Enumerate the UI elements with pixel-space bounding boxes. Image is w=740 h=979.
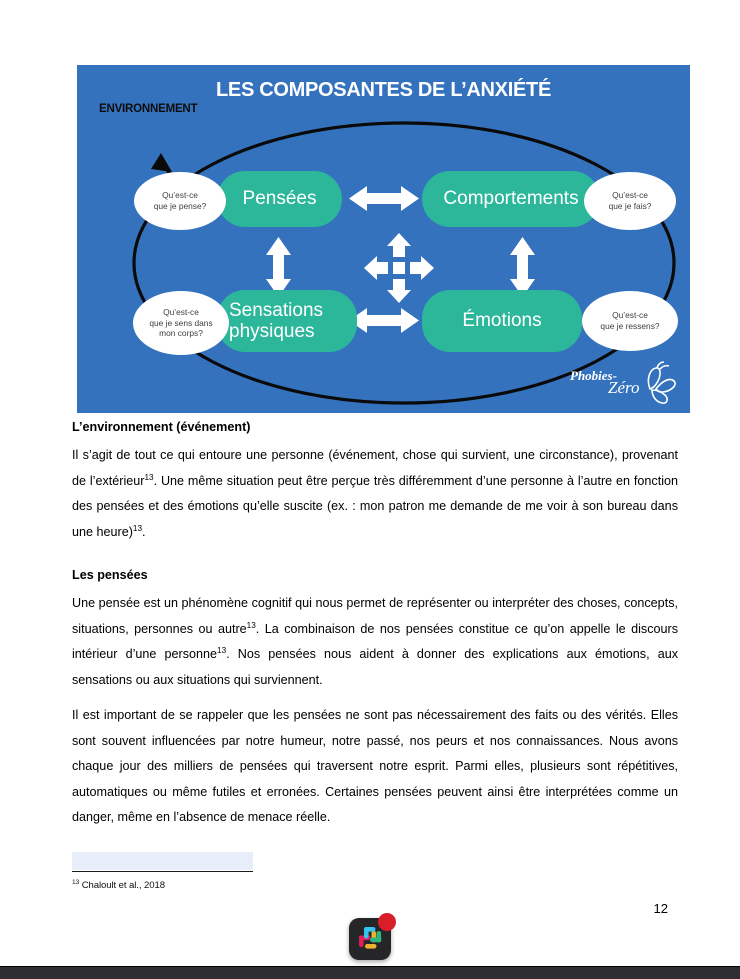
- bubble-fais-text: [609, 190, 652, 212]
- node-sensations-line2: physiques: [229, 321, 315, 342]
- node-pensees: [217, 171, 342, 227]
- bubble-quest-ce-que-je-ressens: [582, 291, 678, 351]
- bubble-quest-ce-que-je-pense: [134, 172, 226, 230]
- notification-badge: [378, 913, 396, 931]
- highlighted-empty-line: [72, 852, 253, 870]
- node-emotions-label: Émotions: [462, 310, 542, 332]
- arrow-sensations-emotions: [349, 308, 419, 333]
- footnote-13: [72, 880, 165, 891]
- bubble-sens-line2: que je sens dans: [149, 317, 213, 328]
- bubble-ressens-line1: Qu’est-ce: [612, 310, 648, 321]
- bubble-ressens-text: [600, 310, 659, 332]
- environment-label: ENVIRONNEMENT: [99, 103, 198, 115]
- bubble-sens-line1: Qu’est-ce: [163, 306, 199, 317]
- logo-word-bottom: Zéro: [608, 378, 640, 397]
- bubble-quest-ce-que-je-sens: [133, 291, 229, 355]
- butterfly-icon: [648, 362, 675, 403]
- node-sensations-physiques: [217, 290, 357, 352]
- page-number: 12: [653, 901, 668, 916]
- bubble-pense-line2: que je pense?: [153, 201, 207, 211]
- node-comportements: [422, 171, 600, 227]
- para-pens1-part-c: . Nos pensées nous aident à donner des explications aux émotions, aux sensations ou aux situations qui surviennent.: [72, 647, 679, 687]
- para-env-part-c: .: [142, 524, 146, 539]
- paragraph-pensees-2: Il est important de se rappeler que les pensées ne sont pas nécessairement des faits ou des vérités. Elles sont souvent influencées par notre humeur, notre passé, nos peurs et nos connaissances. Nous avons chaque jour des milliers de pensées qui traversent notre esprit. Parmi elles, plusieurs sont répétitives, automatiques ou même futiles et erronées. Certaines pensées peuvent ainsi être interprétées comme un danger, même en l’absence de menace réelle.: [72, 708, 678, 825]
- bubble-fais-line2: que je fais?: [608, 201, 652, 211]
- logo-word-top: Phobies-: [570, 368, 617, 383]
- node-sensations-line1: Sensations: [229, 299, 324, 321]
- para-pens1-part-b: . La combinaison de nos pensées constitue ce qu’on appelle le discours intérieur d’une personne: [72, 621, 678, 662]
- slack-icon[interactable]: [349, 918, 391, 960]
- bubble-quest-ce-que-je-fais: [584, 172, 676, 230]
- footnote-ref-13c: 13: [246, 620, 256, 630]
- bubble-pense-text: [154, 190, 207, 212]
- para-pens1-part-a: Une pensée est un phénomène cognitif qui nous permet de représenter ou interpréter des choses, concepts, situations, personnes ou autre: [72, 596, 678, 636]
- anxiety-components-infographic: [77, 65, 690, 413]
- footnote-ref-13b: 13: [132, 523, 143, 533]
- footnote-ref-13d: 13: [217, 646, 227, 655]
- footnote-citation: Chaloult et al., 2018: [79, 880, 165, 891]
- node-pensees-label: Pensées: [242, 188, 317, 210]
- arrow-comportements-emotions: [510, 237, 535, 297]
- bubble-sens-line3: mon corps?: [159, 328, 203, 339]
- bubble-fais-line1: Qu’est-ce: [612, 190, 648, 201]
- dock: [0, 908, 740, 970]
- footnote-separator: [72, 871, 253, 872]
- node-emotions: [422, 290, 582, 352]
- footnote-number: 13: [72, 878, 80, 886]
- phobies-zero-logo: [566, 359, 678, 407]
- arrow-pensees-comportements: [349, 186, 419, 211]
- para-env-part-b: . Une même situation peut être perçue très différemment d’une personne à l’autre en fonction des pensées et des émotions qu’elle suscite (ex. : mon patron me demande de me voir à son bureau dans une heure): [72, 473, 678, 539]
- footnote-ref-13a: 13: [144, 472, 154, 482]
- heading-environnement: L’environnement (événement): [72, 420, 251, 434]
- bubble-sens-text: [149, 307, 212, 339]
- bubble-ressens-line2: que je ressens?: [600, 321, 660, 331]
- paragraph-environnement: [72, 443, 678, 545]
- bubble-pense-line1: Qu’est-ce: [162, 190, 198, 201]
- infographic-title: LES COMPOSANTES DE L’ANXIÉTÉ: [216, 79, 551, 101]
- arrow-pensees-sensations: [266, 237, 291, 297]
- paragraph-pensees-1: [72, 591, 678, 693]
- para-env-part-a: Il s’agit de tout ce qui entoure une personne (événement, chose qui survient, une circonstance), provenant de l’extérieur: [72, 448, 678, 488]
- node-comportements-label: Comportements: [443, 188, 579, 210]
- node-sensations-label: [229, 300, 323, 343]
- heading-les-pensees: Les pensées: [72, 568, 148, 582]
- four-way-arrow-icon: [364, 233, 434, 303]
- taskbar: [0, 966, 740, 979]
